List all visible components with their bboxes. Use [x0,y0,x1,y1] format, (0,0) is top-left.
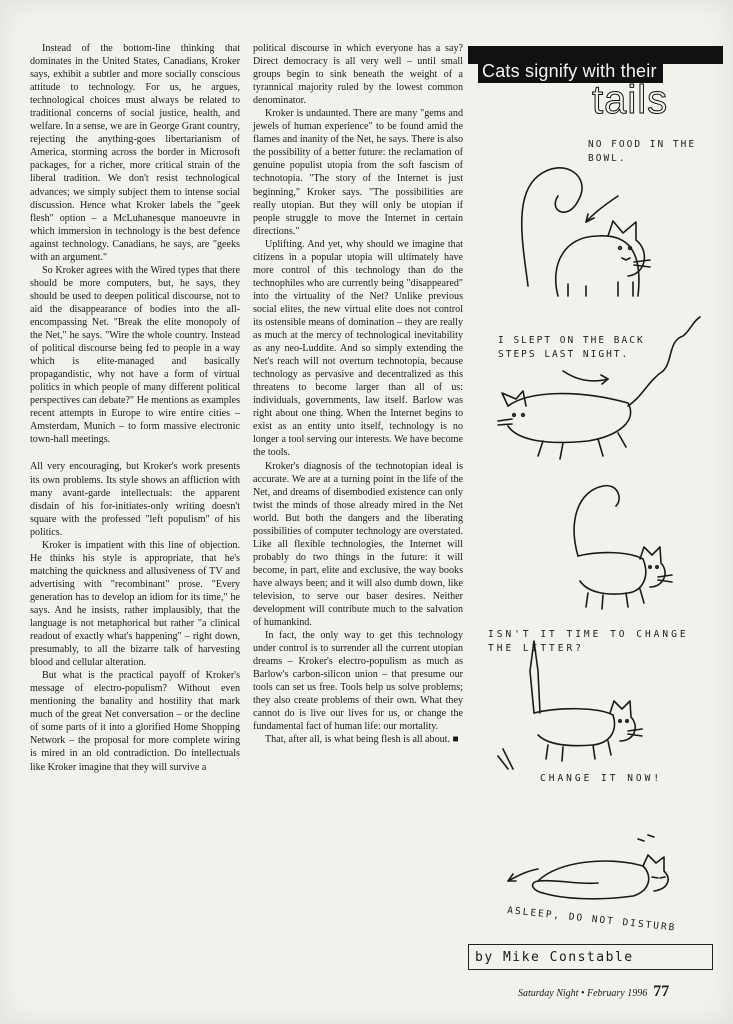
paragraph: Kroker is impatient with this line of objection. He thinks his style is appropriate, that he's matching the quickness and allusiveness of TV and advertising with "recombinant" prose. "Every generation has to develop an idiom for its time," he says. And he insists, rather implausibly, that the language is not metaphorical but rather "a clinical readout of exactly what's happening" – right down, presumably, to all the bizarre talk of harvesting blood and cellular alteration. [30,539,240,669]
article-column-2 [253,42,463,747]
paragraph: Uplifting. And yet, why should we imagine that citizens in a popular utopia will ultimately have more control of this technology than do the technophiles who are currently being "disappeared" into the virtuality of the Net? Unlike previous social elites, the new virtual elite does not control its ostensible means of domination – they are really as much at the mercy of technological inevitability as any neo-Luddite. And so simply extending the Net's reach will not overturn technotopia, because technology as pervasive and decentralized as this threatens to become larger than all of us: individuals, governments, law itself. Barlow was right about one thing. When the Internet begins to exist as an entity unto itself, technology is no longer a tool serving our interests. We have become the tools. [253,238,463,459]
cartoon-caption: ISN'T IT TIME TO CHANGE THE LITTER? [488,629,689,654]
cartoon-caption: I SLEPT ON THE BACK STEPS LAST NIGHT. [498,335,645,360]
paragraph: So Kroker agrees with the Wired types that there should be more computers, but, he says, they should be used to deepen political discourse, not to aid the disappearance of bodies into the all-encompassing Net. "Break the elite monopoly of the Net," he says. "Wire the whole country. Instead of political discourse being fed to people in a way which is elite-managed and basically propagandistic, why not have a form of virtual politics in which people of many different political perspectives can debate?" He mentions as examples recent attempts in Europe to wire entire cities – Amsterdam, Munich – to form massive electronic town-hall meetings. [30,264,240,446]
paragraph: But what is the practical payoff of Kroker's message of electro-populism? Without even mentioning the banality and hostility that mark much of the great Net conversation – or the decline of some parts of it into a glorified Home Shopping Network – the proposal for more complete wiring is mired in an old contradiction. Do intellectuals like Kroker imagine that they will survive a [30,670,240,773]
paragraph: Kroker is undaunted. There are many "gems and jewels of human experience" to be found amid the flames and inanity of the Net, he says. There is also the possibility of a better future: the reclamation of genuine populist utopia from the soft fascism of technotopia. "The story of the Internet is just beginning," Kroker says. "The possibilities are really utopian. But they will only be utopian if people struggle to move the Internet in certain directions." [253,108,463,237]
cartoon-caption: ASLEEP, DO NOT DISTURB [506,904,677,934]
paragraph: Instead of the bottom-line thinking that dominates in the United States, Canadians, Kroker says, exhibit a subtler and more socially conscious attitude to technology. For us, he argues, technological choices must always be related to traditional concerns of social justice, health, and welfare. In a sense, we are in George Grant country, rejecting the anything-goes libertarianism of America, storming across the border in Microsoft packages, for a richer, more critical strain of the liberal tradition. We don't resist technological advances; we simply subject them to intense social discussion. Hence what Kroker labels the "geek flesh" option – a McLuhanesque manoeuvre in which immersion in technology is the best defence against technology. Canadians, he says, are "geeks with an argument." [30,43,240,263]
sidebar-title-large: tails [592,78,669,122]
cat-standing-straight-tail-drawing [468,631,723,771]
cat-standing-hooked-tail-drawing [468,481,723,611]
cartoon-sidebar [468,46,723,976]
publication-line: Saturday Night • February 1996 [518,988,648,999]
paragraph: Kroker's diagnosis of the technotopian ideal is accurate. We are at a turning point in the life of the Net, and dreams of disembodied existence can only twist the minds of those already mired in the Net world. But both the dangers and the liberating possibilities of computer technology are overstated. Like all flexible technologies, the Internet will probably do two things in the future: it will become, in part, elite and exclusive, the way books have always been; and it will also dumb down, like television, to serve our baser desires. Neither development will contribute much to the salvation of humankind. [253,460,463,629]
sidebar-banner [468,46,723,122]
sidebar-title: Cats signify with their [478,61,663,83]
page-footer [518,983,669,1001]
cartoon-caption: CHANGE IT NOW! [540,773,663,784]
article-column-1 [30,42,240,774]
cartoon-caption: NO FOOD IN THE BOWL. [588,139,697,164]
paragraph: That, after all, is what being flesh is all about. ■ [265,734,459,746]
paragraph: political discourse in which everyone has a say? Direct democracy is all very well – until small groups begin to sink beneath the weight of a tyrannical majority ruled by the lowest common denominator. [253,43,463,107]
page-number: 77 [653,983,670,1000]
cat-sleeping-drawing [468,821,723,911]
illustrator-byline: by Mike Constable [468,944,713,970]
paragraph: In fact, the only way to get this technology under control is to surrender all the current utopian dreams – Kroker's electro-populism as much as Barlow's carbon-silicon union – that presume our tools can set us free. Tools help us solve problems; they also create problems of their own. What they cannot do is live our lives for us, or change the fundamental fact of human life: our mortality. [253,630,463,733]
paragraph: All very encouraging, but Kroker's work presents its own problems. Its style shows an affliction with many avant-garde intellectuals: the apparent disdain of his for-initiates-only writing doesn't square with the professed "left populism" of his politics. [30,461,240,538]
